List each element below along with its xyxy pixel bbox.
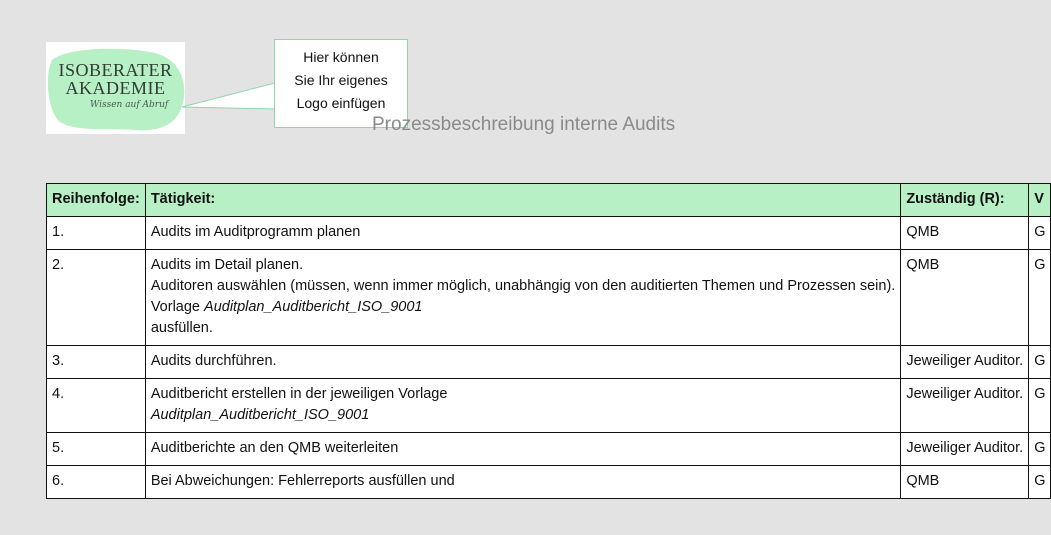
task-line — [151, 405, 896, 426]
cell-v: G — [1029, 433, 1051, 466]
cell-v: G — [1029, 346, 1051, 379]
cell-order: 4. — [47, 379, 146, 433]
process-table — [46, 183, 1051, 499]
callout-line: Logo einfügen — [296, 95, 386, 111]
task-line — [151, 384, 896, 405]
column-header-task: Tätigkeit: — [145, 184, 901, 217]
task-line — [151, 471, 896, 492]
template-file-name: Auditplan_Auditbericht_ISO_9001 — [150, 407, 370, 423]
cell-responsible: QMB — [901, 250, 1029, 346]
cell-order: 1. — [47, 217, 146, 250]
document-title: Prozessbeschreibung interne Audits — [372, 114, 676, 135]
cell-responsible: QMB — [901, 466, 1029, 499]
task-text: Auditberichte an den QMB weiterleiten — [150, 440, 399, 456]
task-line — [151, 318, 896, 339]
cell-order: 5. — [47, 433, 146, 466]
cell-task — [145, 250, 901, 346]
cell-v: G — [1029, 217, 1051, 250]
table-row — [47, 379, 1051, 433]
table-row — [47, 346, 1051, 379]
task-text: Auditbericht erstellen in der jeweiligen Vorlage — [150, 386, 448, 402]
cell-v: G — [1029, 250, 1051, 346]
cell-task — [145, 346, 901, 379]
cell-order: 6. — [47, 466, 146, 499]
table-row — [47, 466, 1051, 499]
task-text: Audits im Auditprogramm planen — [150, 224, 361, 240]
cell-task — [145, 379, 901, 433]
task-text: Audits im Detail planen. — [150, 257, 304, 273]
cell-responsible: Jeweiliger Auditor. — [901, 379, 1029, 433]
cell-v: G — [1029, 466, 1051, 499]
column-header-order: Reihenfolge: — [47, 184, 146, 217]
table-header-row — [47, 184, 1051, 217]
cell-responsible: Jeweiliger Auditor. — [901, 433, 1029, 466]
task-text: Audits durchführen. — [150, 353, 277, 369]
cell-responsible: QMB — [901, 217, 1029, 250]
logo-text-line1: ISOBERATER — [58, 60, 173, 80]
cell-order: 2. — [47, 250, 146, 346]
callout-pointer — [180, 75, 280, 115]
callout-line: Sie Ihr eigenes — [294, 72, 388, 88]
table-row — [47, 217, 1051, 250]
cell-task — [145, 466, 901, 499]
cell-v: G — [1029, 379, 1051, 433]
task-line — [151, 276, 896, 297]
cell-task — [145, 217, 901, 250]
logo-text-line2: AKADEMIE — [65, 78, 166, 98]
task-line — [151, 222, 896, 243]
logo-tagline: Wissen auf Abruf — [90, 100, 169, 110]
task-line — [151, 255, 896, 276]
cell-responsible: Jeweiliger Auditor. — [901, 346, 1029, 379]
table-body — [47, 217, 1051, 499]
table-row — [47, 250, 1051, 346]
cell-order: 3. — [47, 346, 146, 379]
task-line — [151, 297, 896, 318]
company-logo — [46, 42, 185, 134]
template-file-name: Auditplan_Auditbericht_ISO_9001 — [204, 299, 423, 315]
task-line — [151, 351, 896, 372]
task-text: Auditoren auswählen (müssen, wenn immer möglich, unabhängig von den auditierten Themen und Prozessen sein). — [150, 278, 896, 294]
task-text: Vorlage — [150, 299, 205, 315]
callout-line: Hier können — [303, 49, 379, 65]
table-row — [47, 433, 1051, 466]
column-header-responsible: Zuständig (R): — [901, 184, 1029, 217]
task-text: Bei Abweichungen: Fehlerreports ausfüllen und — [150, 473, 455, 489]
task-text: ausfüllen. — [150, 320, 213, 336]
cell-task — [145, 433, 901, 466]
column-header-v: V — [1029, 184, 1051, 217]
task-line — [151, 438, 896, 459]
